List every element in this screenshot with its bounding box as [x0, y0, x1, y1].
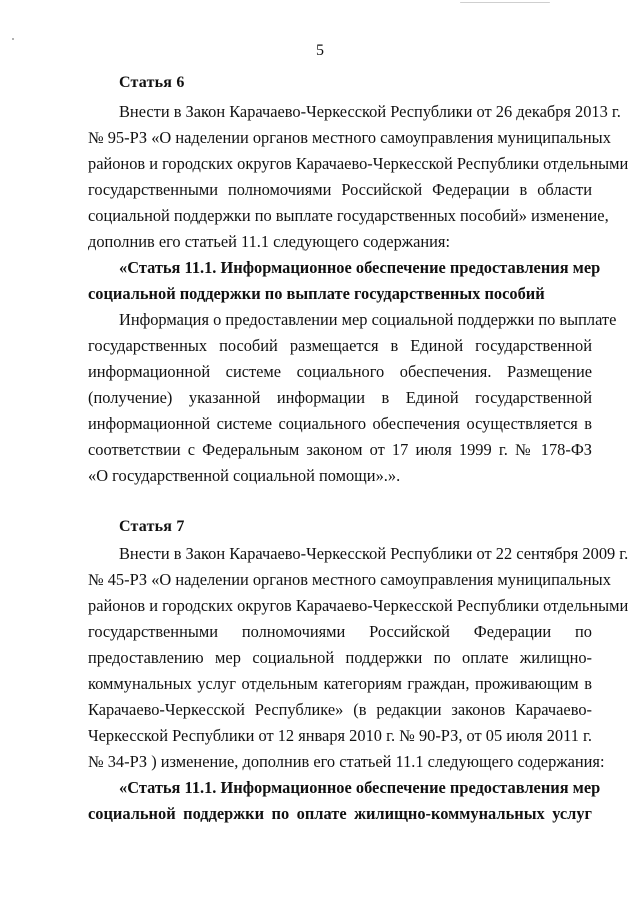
article-6-quote-line: Информация о предоставлении мер социальной поддержки по выплате: [119, 310, 617, 329]
article-7-line: Внести в Закон Карачаево-Черкесской Республики от 22 сентября 2009 г.: [119, 544, 629, 563]
article-6-line: районов и городских округов Карачаево-Черкесской Республики отдельными: [88, 154, 629, 173]
article-7-line: № 34-РЗ ) изменение, дополнив его статьей 11.1 следующего содержания:: [88, 752, 605, 771]
article-6-quote-line: информационной системе социального обеспечения осуществляется в: [88, 414, 592, 433]
scan-speck: [12, 38, 14, 40]
article-7-line: коммунальных услуг отдельным категориям граждан, проживающим в: [88, 674, 592, 693]
article-6-quote-line: соответствии с Федеральным законом от 17 июля 1999 г. № 178-ФЗ: [88, 440, 592, 459]
article-6-quote-line: (получение) указанной информации в Единой государственной: [88, 388, 592, 407]
article-7-line: Черкесской Республики от 12 января 2010 г. № 90-РЗ, от 05 июля 2011 г.: [88, 726, 592, 745]
scan-edge-mark: [460, 2, 550, 3]
article-7-line: государственными полномочиями Российской Федерации по: [88, 622, 592, 641]
article-6-line: № 95-РЗ «О наделении органов местного самоуправления муниципальных: [88, 128, 611, 147]
article-7-quote-title: «Статья 11.1. Информационное обеспечение предоставления мер: [119, 778, 601, 797]
article-7-line: районов и городских округов Карачаево-Черкесской Республики отдельными: [88, 596, 629, 615]
article-6-quote-line: информационной системе социального обеспечения. Размещение: [88, 362, 592, 381]
article-7-heading: Статья 7: [119, 518, 185, 535]
article-6-heading: Статья 6: [119, 74, 185, 91]
article-6-line: дополнив его статьей 11.1 следующего содержания:: [88, 232, 451, 251]
article-7-line: № 45-РЗ «О наделении органов местного самоуправления муниципальных: [88, 570, 611, 589]
article-6-quote-title: социальной поддержки по выплате государственных пособий: [88, 284, 545, 303]
article-6-quote-title: «Статья 11.1. Информационное обеспечение предоставления мер: [119, 258, 601, 277]
article-7-line: Карачаево-Черкесской Республике» (в редакции законов Карачаево-: [88, 700, 592, 719]
article-7-line: предоставлению мер социальной поддержки по оплате жилищно-: [88, 648, 592, 667]
article-6-line: социальной поддержки по выплате государственных пособий» изменение,: [88, 206, 609, 225]
article-6-line: государственными полномочиями Российской Федерации в области: [88, 180, 592, 199]
article-6-line: Внести в Закон Карачаево-Черкесской Республики от 26 декабря 2013 г.: [119, 102, 621, 121]
article-6-quote-line: государственных пособий размещается в Единой государственной: [88, 336, 592, 355]
article-7-quote-title: социальной поддержки по оплате жилищно-коммунальных услуг: [88, 804, 592, 823]
article-6-quote-line: «О государственной социальной помощи».».: [88, 466, 401, 485]
page-number: 5: [316, 42, 324, 59]
